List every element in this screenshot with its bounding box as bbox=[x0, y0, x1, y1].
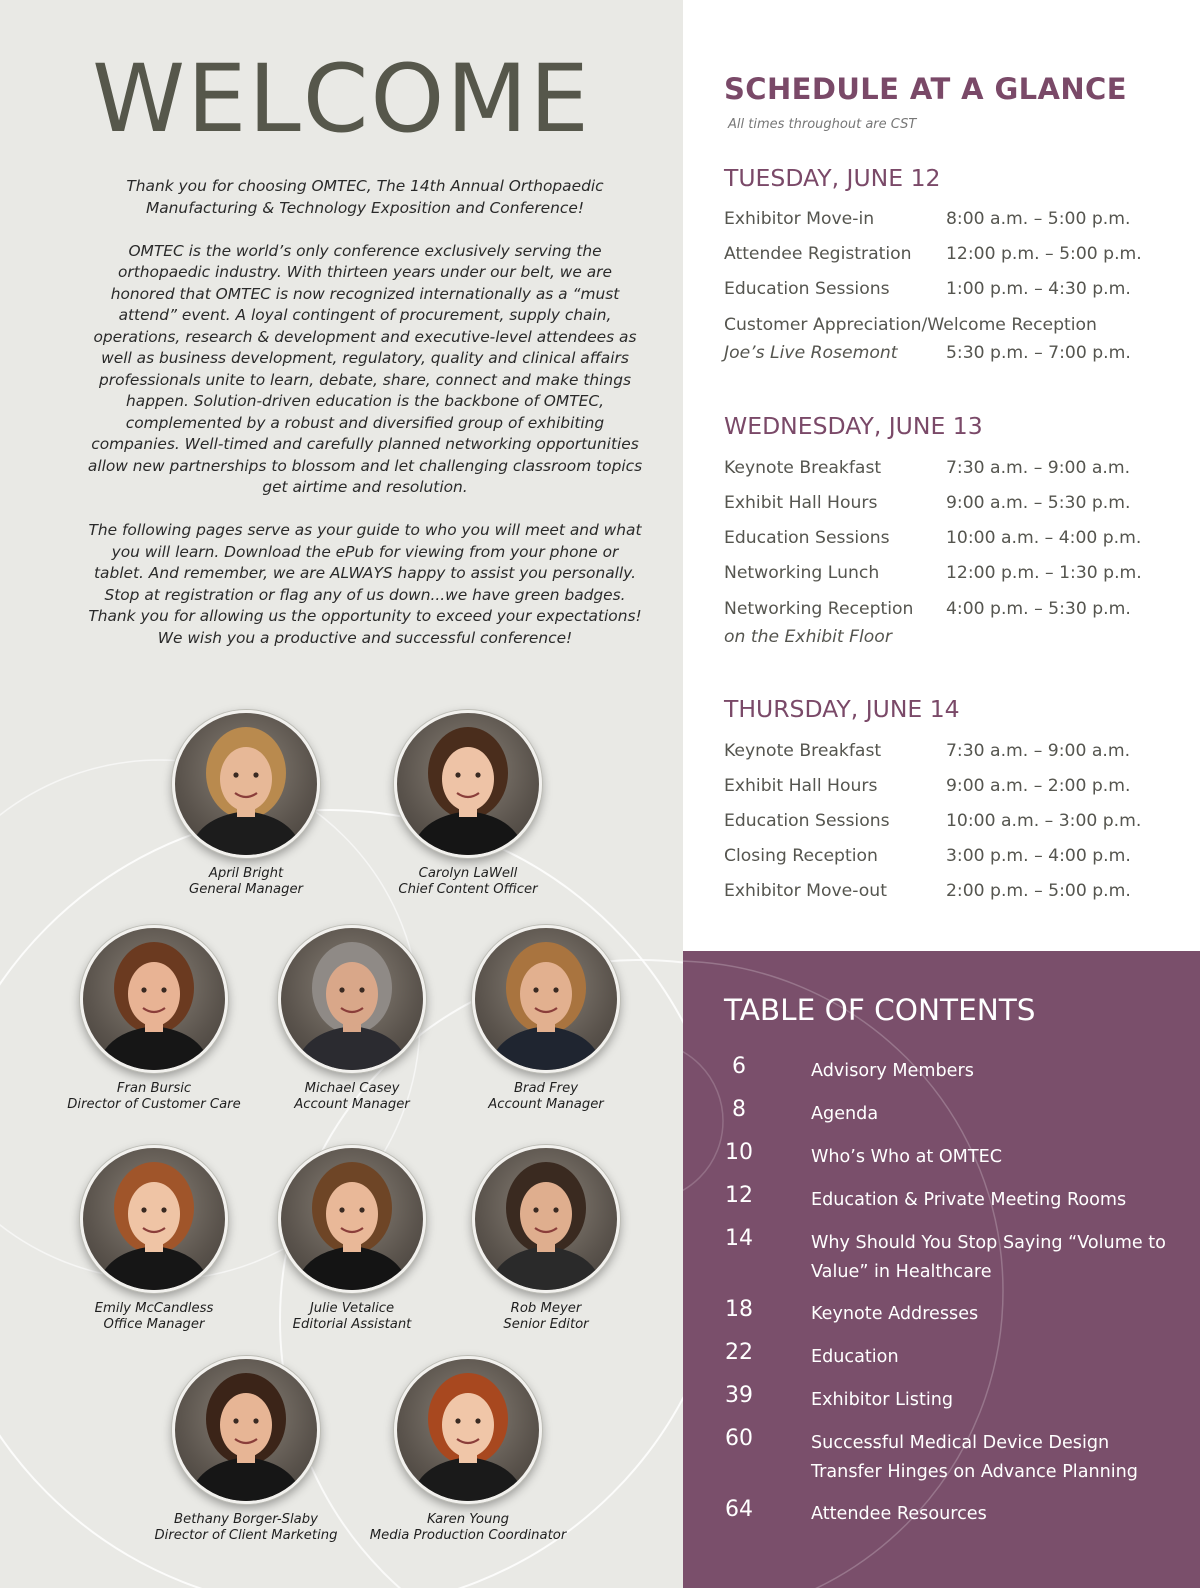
staff-role: Director of Client Marketing bbox=[154, 1528, 338, 1543]
event-name: Closing Reception bbox=[724, 846, 878, 866]
toc-label: Education bbox=[811, 1347, 899, 1367]
day-heading: WEDNESDAY, JUNE 13 bbox=[724, 412, 983, 440]
staff-role: Media Production Coordinator bbox=[369, 1528, 567, 1543]
staff-role: Account Manager bbox=[488, 1097, 604, 1112]
staff-name: Brad Frey bbox=[513, 1081, 579, 1096]
event-time: 10:00 a.m. – 3:00 p.m. bbox=[946, 811, 1142, 831]
staff-role: Editorial Assistant bbox=[292, 1317, 412, 1332]
intro-paragraph: The following pages serve as your guide to who you will meet and what you will learn. Download the ePub for viewing from your phone or tablet. And remember, we are ALWAYS happy to assist you personally. Stop at registration or flag any of us down...we have green badges. Thank you for allowing us the opportunity to exceed your expectations! We wish you a productive and successful conference! bbox=[88, 521, 642, 647]
intro-paragraph: Thank you for choosing OMTEC, The 14th Annual Orthopaedic Manufacturing & Technology Exposition and Conference! bbox=[126, 177, 604, 217]
event-time: 1:00 p.m. – 4:30 p.m. bbox=[946, 279, 1131, 299]
toc-label: Keynote Addresses bbox=[811, 1304, 979, 1324]
staff-role: Chief Content Officer bbox=[398, 882, 538, 897]
day-heading: THURSDAY, JUNE 14 bbox=[724, 695, 960, 723]
toc-page-number: 12 bbox=[725, 1183, 753, 1208]
toc-page-number: 64 bbox=[725, 1497, 753, 1522]
toc-label: Who’s Who at OMTEC bbox=[811, 1147, 1003, 1167]
toc-label: Attendee Resources bbox=[811, 1504, 987, 1524]
event-time: 2:00 p.m. – 5:00 p.m. bbox=[946, 881, 1131, 901]
staff-name: Carolyn LaWell bbox=[418, 866, 518, 881]
staff-role: General Manager bbox=[189, 882, 303, 897]
staff-name: Michael Casey bbox=[304, 1081, 400, 1096]
staff-role: Account Manager bbox=[294, 1097, 410, 1112]
staff-name: Julie Vetalice bbox=[309, 1301, 395, 1316]
event-name: Exhibitor Move-out bbox=[724, 881, 887, 901]
staff-card bbox=[426, 1145, 666, 1333]
staff-card bbox=[348, 710, 588, 898]
staff-photo bbox=[80, 1145, 228, 1293]
table-of-contents bbox=[683, 951, 1200, 1588]
welcome-intro bbox=[85, 176, 645, 671]
staff-photo bbox=[472, 1145, 620, 1293]
schedule-title: SCHEDULE AT A GLANCE bbox=[724, 72, 1127, 106]
event-name: Exhibit Hall Hours bbox=[724, 776, 878, 796]
event-name: Education Sessions bbox=[724, 279, 890, 299]
staff-card bbox=[426, 925, 666, 1113]
staff-name: Fran Bursic bbox=[116, 1081, 192, 1096]
toc-label: Agenda bbox=[811, 1104, 879, 1124]
event-time: 9:00 a.m. – 2:00 p.m. bbox=[946, 776, 1131, 796]
event-name: Keynote Breakfast bbox=[724, 458, 882, 478]
event-time: 3:00 p.m. – 4:00 p.m. bbox=[946, 846, 1131, 866]
toc-page-number: 22 bbox=[725, 1340, 753, 1365]
staff-name: Emily McCandless bbox=[94, 1301, 214, 1316]
staff-photo bbox=[472, 925, 620, 1073]
toc-title: TABLE OF CONTENTS bbox=[724, 993, 1036, 1027]
event-name: Education Sessions bbox=[724, 528, 890, 548]
staff-photo bbox=[172, 1356, 320, 1504]
toc-page-number: 6 bbox=[732, 1054, 746, 1079]
event-location: on the Exhibit Floor bbox=[724, 627, 892, 647]
toc-page-number: 18 bbox=[725, 1297, 753, 1322]
schedule-note: All times throughout are CST bbox=[728, 117, 917, 132]
event-name: Networking Reception bbox=[724, 599, 914, 619]
toc-page-number: 10 bbox=[725, 1140, 753, 1165]
event-name: Customer Appreciation/Welcome Reception bbox=[724, 315, 1097, 335]
event-time: 5:30 p.m. – 7:00 p.m. bbox=[946, 343, 1131, 363]
event-time: 12:00 p.m. – 1:30 p.m. bbox=[946, 563, 1142, 583]
toc-label: Education & Private Meeting Rooms bbox=[811, 1190, 1127, 1210]
toc-page-number: 8 bbox=[732, 1097, 746, 1122]
staff-role: Senior Editor bbox=[503, 1317, 589, 1332]
staff-role: Office Manager bbox=[103, 1317, 205, 1332]
event-location: Joe’s Live Rosemont bbox=[724, 343, 898, 363]
staff-name: Karen Young bbox=[426, 1512, 510, 1527]
staff-card bbox=[348, 1356, 588, 1544]
staff-photo bbox=[278, 1145, 426, 1293]
staff-photo bbox=[278, 925, 426, 1073]
staff-photo bbox=[172, 710, 320, 858]
toc-page-number: 39 bbox=[725, 1383, 753, 1408]
event-name: Attendee Registration bbox=[724, 244, 912, 264]
toc-label: Why Should You Stop Saying “Volume to Value” in Healthcare bbox=[811, 1233, 1166, 1282]
staff-photo bbox=[394, 1356, 542, 1504]
event-time: 8:00 a.m. – 5:00 p.m. bbox=[946, 209, 1131, 229]
staff-name: April Bright bbox=[208, 866, 284, 881]
event-name: Networking Lunch bbox=[724, 563, 880, 583]
intro-paragraph: OMTEC is the world’s only conference exclusively serving the orthopaedic industry. With thirteen years under our belt, we are honored that OMTEC is now recognized internationally as a “must attend” event. A loyal contingent of procurement, supply chain, operations, research & development and executive-level attendees as well as business development, regulatory, quality and clinical affairs professionals unite to learn, debate, share, connect and make things happen. Solution-driven education is the backbone of OMTEC, complemented by a robust and diversified group of exhibiting companies. Well-timed and carefully planned networking opportunities allow new partnerships to blossom and let challenging classroom topics get airtime and resolution. bbox=[87, 241, 643, 496]
toc-label: Successful Medical Device Design Transfer Hinges on Advance Planning bbox=[811, 1433, 1138, 1482]
event-time: 7:30 a.m. – 9:00 a.m. bbox=[946, 741, 1131, 761]
event-name: Education Sessions bbox=[724, 811, 890, 831]
event-time: 12:00 p.m. – 5:00 p.m. bbox=[946, 244, 1142, 264]
staff-photo bbox=[394, 710, 542, 858]
toc-page-number: 60 bbox=[725, 1426, 753, 1451]
day-heading: TUESDAY, JUNE 12 bbox=[724, 164, 941, 192]
staff-role: Director of Customer Care bbox=[67, 1097, 241, 1112]
staff-card bbox=[126, 1356, 366, 1544]
staff-photo bbox=[80, 925, 228, 1073]
event-name: Exhibitor Move-in bbox=[724, 209, 875, 229]
event-name: Keynote Breakfast bbox=[724, 741, 882, 761]
toc-label: Advisory Members bbox=[811, 1061, 974, 1081]
toc-label: Exhibitor Listing bbox=[811, 1390, 954, 1410]
staff-name: Rob Meyer bbox=[510, 1301, 582, 1316]
event-name: Exhibit Hall Hours bbox=[724, 493, 878, 513]
event-time: 9:00 a.m. – 5:30 p.m. bbox=[946, 493, 1131, 513]
staff-name: Bethany Borger-Slaby bbox=[174, 1512, 318, 1527]
welcome-title: WELCOME bbox=[92, 45, 591, 154]
toc-page-number: 14 bbox=[725, 1226, 753, 1251]
event-time: 10:00 a.m. – 4:00 p.m. bbox=[946, 528, 1142, 548]
staff-card bbox=[126, 710, 366, 898]
event-time: 7:30 a.m. – 9:00 a.m. bbox=[946, 458, 1131, 478]
event-time: 4:00 p.m. – 5:30 p.m. bbox=[946, 599, 1131, 619]
